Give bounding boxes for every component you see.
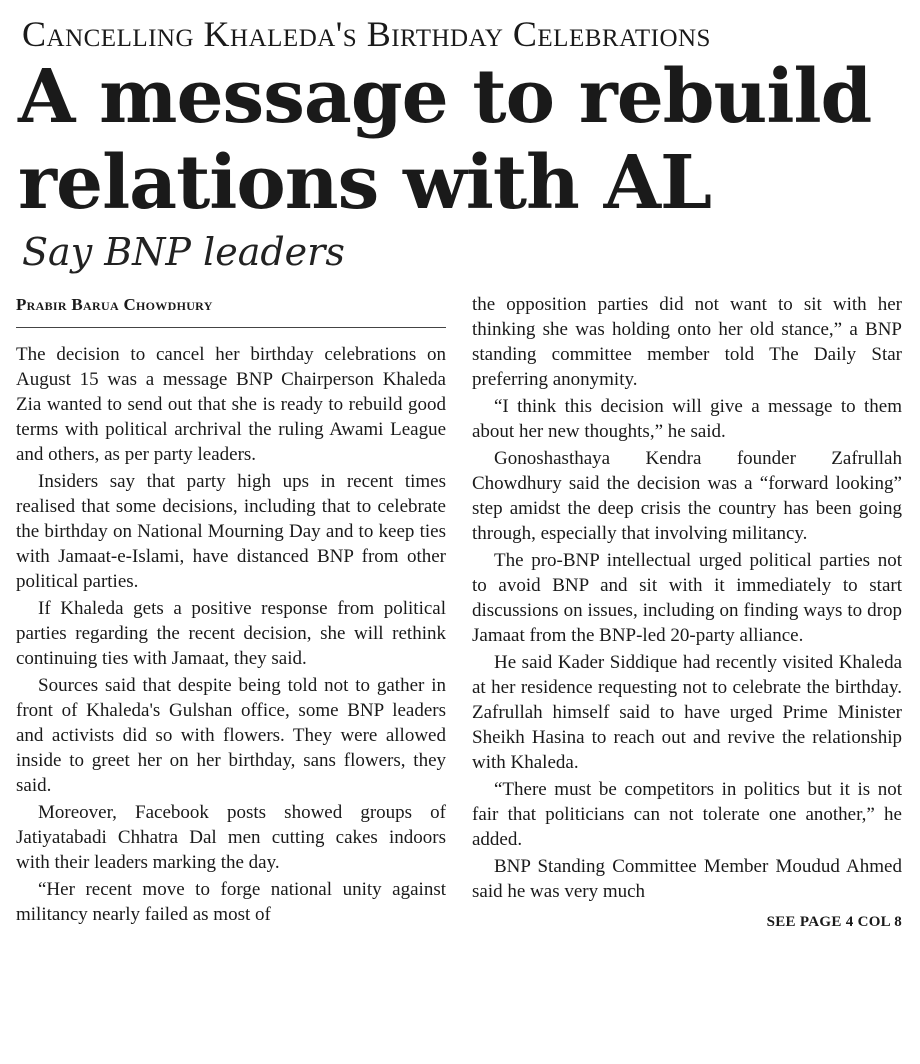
paragraph: “There must be competitors in politics but it is not fair that politicians can not tolerate one another,” he added.: [472, 779, 902, 850]
continuation-note: SEE PAGE 4 COL 8: [766, 914, 902, 930]
paragraph: the opposition parties did not want to sit with her thinking she was holding onto her old stance,” a BNP standing committee member told The Daily Star preferring anonymity.: [472, 294, 902, 390]
subhead: Say BNP leaders: [22, 230, 345, 274]
paragraph: Moreover, Facebook posts showed groups of Jatiyatabadi Chhatra Dal men cutting cakes indoors with their leaders marking the day.: [16, 802, 446, 873]
paragraph: Sources said that despite being told not to gather in front of Khaleda's Gulshan office, some BNP leaders and activists did so with flowers. They were allowed inside to greet her on her birthday, sans flowers, they said.: [16, 675, 446, 796]
paragraph: “Her recent move to forge national unity against militancy nearly failed as most of: [16, 879, 446, 925]
paragraph: If Khaleda gets a positive response from political parties regarding the recent decision, she will rethink continuing ties with Jamaat, they said.: [16, 598, 446, 669]
headline: A message to rebuild relations with AL: [18, 54, 872, 226]
paragraph: BNP Standing Committee Member Moudud Ahmed said he was very much: [472, 856, 902, 902]
paragraph: The pro-BNP intellectual urged political parties not to avoid BNP and sit with it immediately to start discussions on issues, including on finding ways to drop Jamaat from the BNP-led 20-party alliance.: [472, 550, 902, 646]
paragraph: Insiders say that party high ups in recent times realised that some decisions, including that to celebrate the birthday on National Mourning Day and to keep ties with Jamaat-e-Islami, have distanced BNP from other political parties.: [16, 471, 446, 592]
byline: Prabir Barua Chowdhury: [16, 292, 446, 328]
paragraph: “I think this decision will give a message to them about her new thoughts,” he said.: [472, 396, 902, 442]
kicker: Cancelling Khaleda's Birthday Celebrations: [22, 14, 711, 54]
paragraph: The decision to cancel her birthday celebrations on August 15 was a message BNP Chairperson Khaleda Zia wanted to send out that she is ready to rebuild good terms with political archrival the ruling Awami League and others, as per party leaders.: [16, 344, 446, 465]
column-2: [472, 292, 902, 935]
column-1: [16, 292, 446, 935]
paragraph: He said Kader Siddique had recently visited Khaleda at her residence requesting not to celebrate the birthday. Zafrullah himself said to have urged Prime Minister Sheikh Hasina to reach out and revive the relationship with Khaleda.: [472, 652, 902, 773]
article-body: [16, 292, 910, 935]
paragraph: Gonoshasthaya Kendra founder Zafrullah Chowdhury said the decision was a “forward looking” step amidst the deep crisis the country has been going through, especially that involving militancy.: [472, 448, 902, 544]
